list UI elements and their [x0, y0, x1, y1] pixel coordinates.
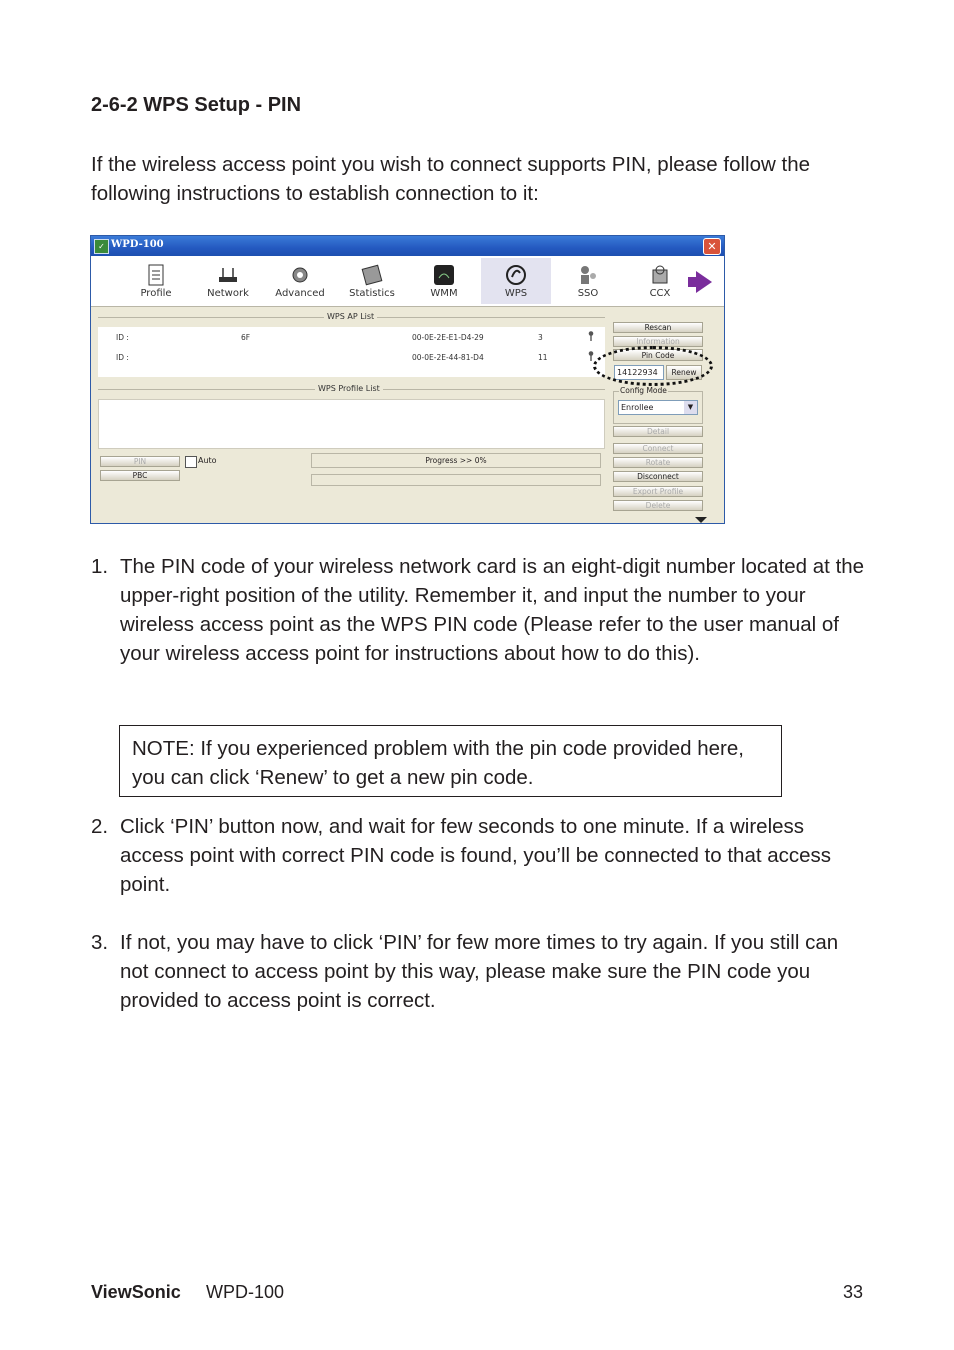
tab-sso[interactable]: [553, 258, 623, 304]
tab-label: Statistics: [349, 288, 395, 299]
ap-bssid: 00-0E-2E-44-81-D4: [412, 353, 484, 362]
tab-label: Profile: [140, 288, 172, 299]
wps-icon: [505, 264, 527, 286]
ap-id-label: ID :: [116, 353, 129, 362]
renew-button[interactable]: Renew: [666, 365, 702, 380]
progress-bar: [311, 474, 601, 486]
step-number: 1.: [91, 555, 109, 578]
tab-wmm[interactable]: [409, 258, 479, 304]
tab-label: SSO: [577, 288, 599, 299]
ap-row[interactable]: [98, 347, 588, 367]
ccx-icon: [649, 264, 671, 286]
network-icon: [217, 264, 239, 286]
ap-row[interactable]: [98, 327, 588, 347]
ap-channel: 3: [538, 333, 543, 342]
detail-button[interactable]: Detail: [613, 426, 703, 437]
config-mode-select[interactable]: [618, 400, 698, 415]
advanced-icon: [289, 264, 311, 286]
wps-profile-list[interactable]: [98, 399, 605, 449]
config-mode-label: Config Mode: [620, 386, 667, 395]
ap-channel: 11: [538, 353, 548, 362]
rotate-button[interactable]: Rotate: [613, 457, 703, 468]
next-arrow-icon[interactable]: [696, 271, 712, 293]
tab-ccx[interactable]: [625, 258, 695, 304]
key-icon: [588, 351, 594, 361]
pbc-button[interactable]: PBC: [100, 470, 180, 481]
note-box: NOTE: If you experienced problem with the pin code provided here, you can click ‘Renew’ to get a new pin code.: [119, 725, 782, 797]
auto-checkbox[interactable]: [185, 456, 197, 468]
information-button[interactable]: Information: [613, 336, 703, 347]
tab-network[interactable]: [193, 258, 263, 304]
disconnect-button[interactable]: Disconnect: [613, 471, 703, 482]
ap-list-label: WPS AP List: [324, 312, 377, 321]
scroll-down-icon[interactable]: [695, 517, 707, 523]
tab-advanced[interactable]: [265, 258, 335, 304]
tab-label: WPS: [504, 288, 528, 299]
key-icon: [588, 331, 594, 341]
app-icon: ✓: [94, 239, 109, 254]
title-bar: [91, 236, 724, 256]
tab-label: WMM: [430, 288, 458, 299]
config-mode-value: Enrollee: [621, 403, 654, 412]
delete-button[interactable]: Delete: [613, 500, 703, 511]
sso-icon: [577, 264, 599, 286]
close-button[interactable]: ✕: [703, 238, 721, 255]
ap-bssid: 00-0E-2E-E1-D4-29: [412, 333, 484, 342]
profile-list-label: WPS Profile List: [315, 384, 383, 393]
ap-id: 6F: [241, 333, 251, 342]
profile-icon: [145, 264, 167, 286]
auto-label: Auto: [198, 456, 217, 465]
tab-profile[interactable]: [121, 258, 191, 304]
connect-button[interactable]: Connect: [613, 443, 703, 454]
section-heading: 2-6-2 WPS Setup - PIN: [91, 94, 302, 116]
pin-code-field[interactable]: 14122934: [614, 365, 664, 380]
progress-status: Progress >> 0%: [311, 453, 601, 468]
rescan-button[interactable]: Rescan: [613, 322, 703, 333]
wps-utility-screenshot: [90, 235, 725, 524]
tab-label: CCX: [649, 288, 671, 299]
statistics-icon: [361, 264, 383, 286]
step-text: The PIN code of your wireless network card is an eight-digit number located at the upper-right position of the utility. Remember it, and input the number to your wireless access point as the WPS PIN code (Please refer to the user manual of your wireless access point for instructions about how to do this).: [120, 555, 865, 665]
intro-paragraph: If the wireless access point you wish to connect supports PIN, please follow the following instructions to establish connection to it:: [91, 153, 811, 205]
tab-wps[interactable]: [481, 258, 551, 304]
step-text: If not, you may have to click ‘PIN’ for few more times to try again. If you still can not connect to access point by this way, please make sure the PIN code you provided to access point is correct.: [120, 931, 839, 1012]
tab-statistics[interactable]: [337, 258, 407, 304]
footer-model: WPD-100: [206, 1282, 285, 1302]
footer-brand: ViewSonic: [91, 1282, 181, 1302]
step-number: 3.: [91, 931, 109, 954]
toolbar: [91, 256, 724, 307]
wps-ap-list: [98, 327, 605, 377]
tab-label: Advanced: [275, 288, 325, 299]
step-text: Click ‘PIN’ button now, and wait for few seconds to one minute. If a wireless access point with correct PIN code is found, you’ll be connected to that access point.: [120, 815, 832, 896]
ap-id-label: ID :: [116, 333, 129, 342]
step-number: 2.: [91, 815, 109, 838]
export-profile-button[interactable]: Export Profile: [613, 486, 703, 497]
window-title: WPD-100: [111, 239, 164, 250]
pin-code-label: Pin Code: [613, 349, 703, 361]
highlight-circle: [593, 346, 713, 386]
tab-label: Network: [207, 288, 249, 299]
page-number: 33: [843, 1282, 864, 1302]
wmm-icon: [433, 264, 455, 286]
chevron-down-icon[interactable]: ▼: [684, 401, 697, 414]
pin-button[interactable]: PIN: [100, 456, 180, 467]
